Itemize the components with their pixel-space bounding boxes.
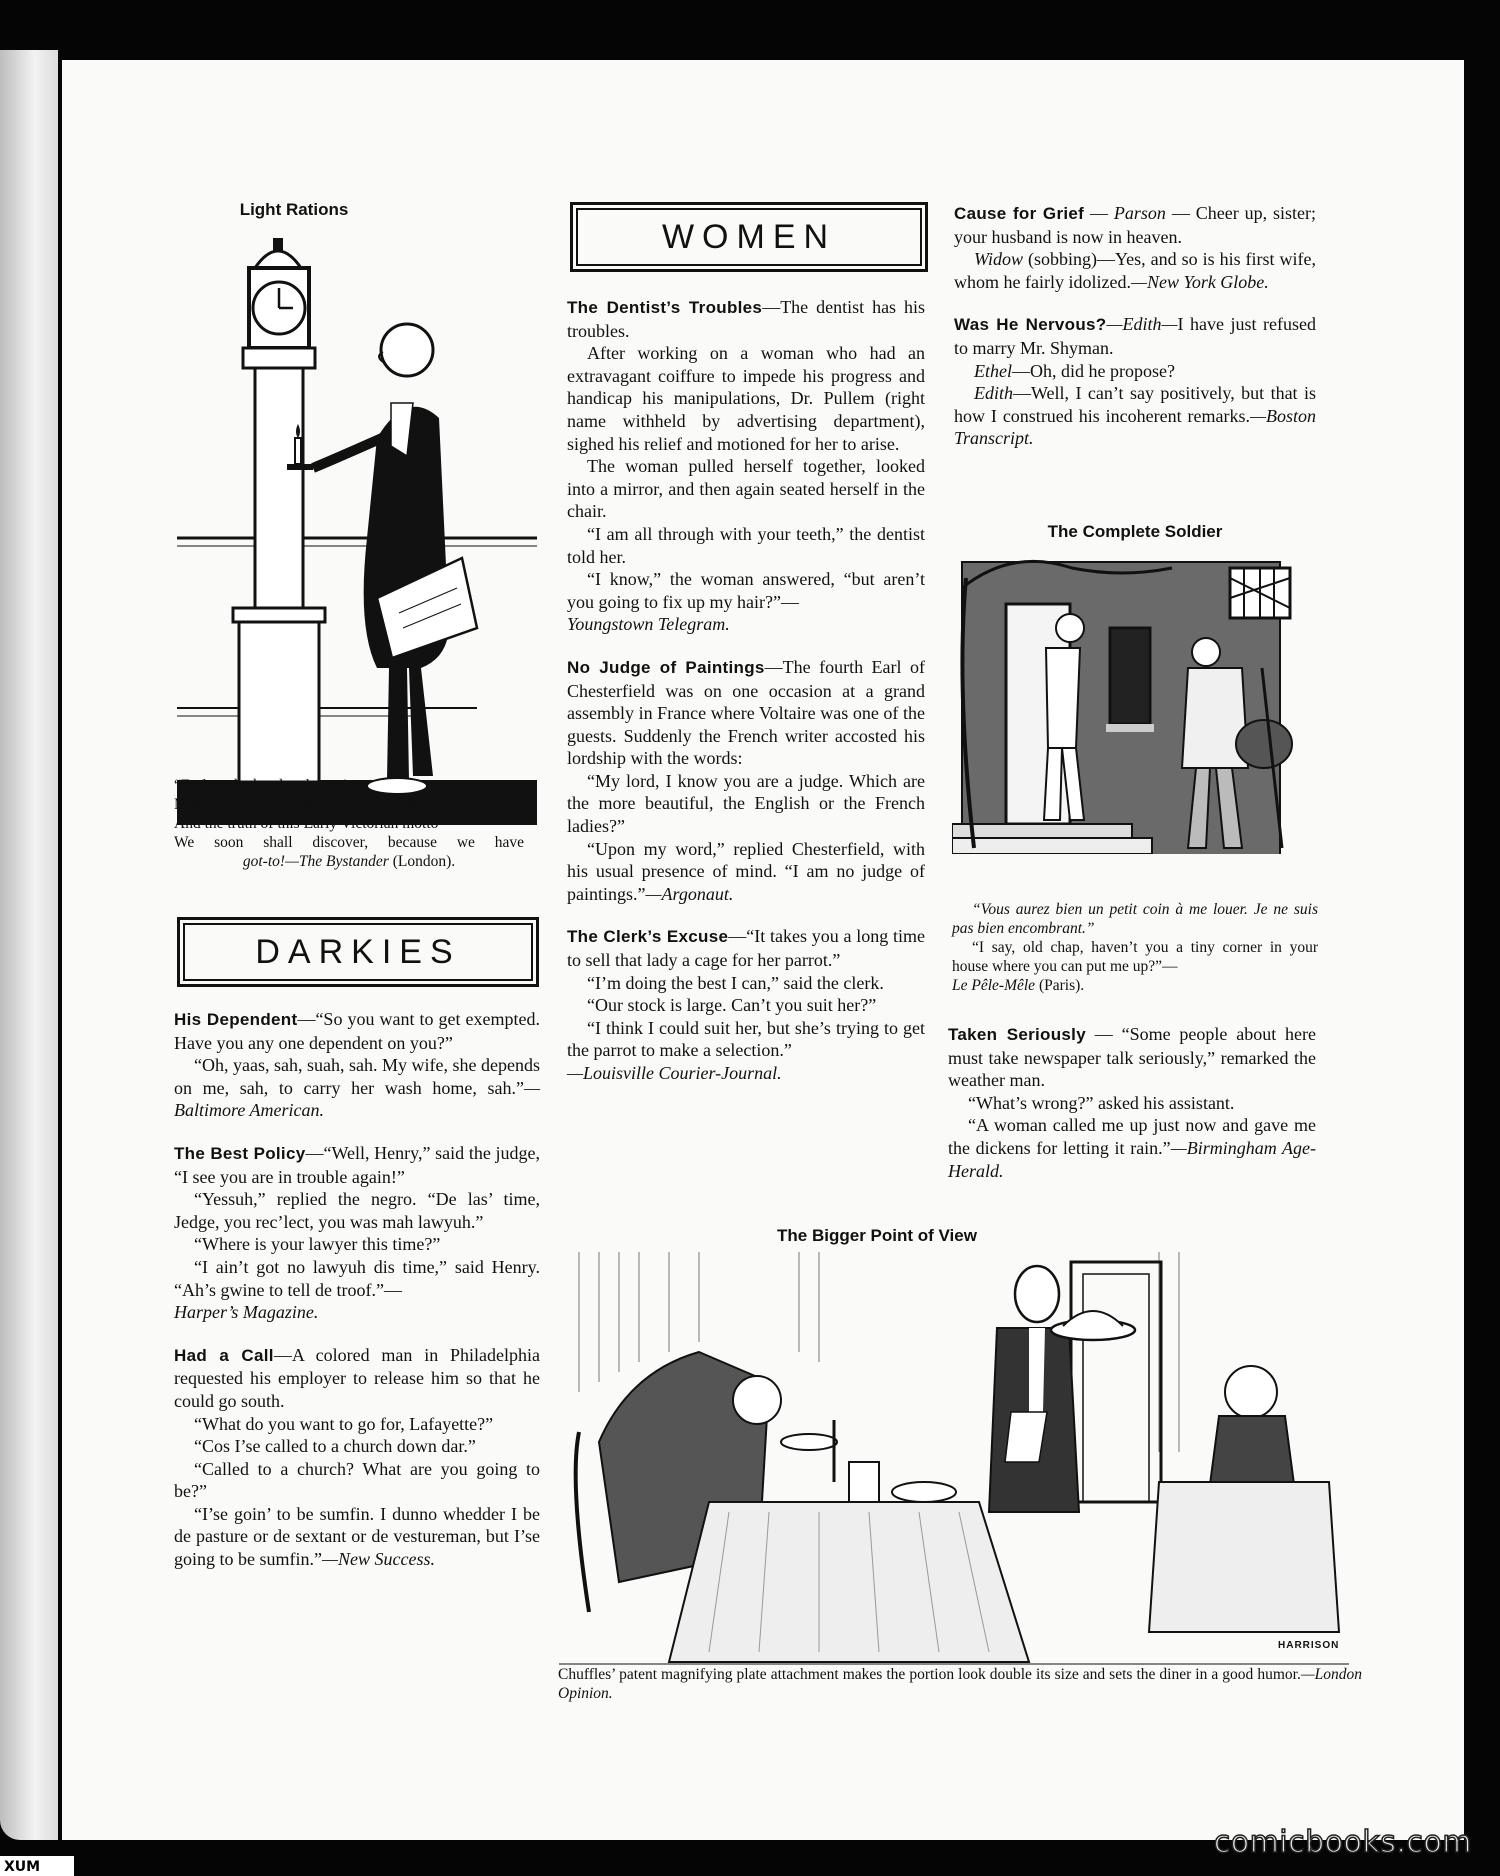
- middle-column-text: The Dentist’s Troubles—The dentist has his troubles. After working on a woman who had an extravagant coiffure to impede his progress and handicap his manipulations, Dr. Pullem (right name withheld by advertising department), sighed his relief and motioned for her to arise. The woman pulled herself together, looked into a mirror, and then again seated herself in the chair. “I am all through with your teeth,” the dentist told her. “I know,” the woman answered, “but aren’t you going to fix up my hair?”— Youngstown Telegram. No Judge of Paintings—The fourth Earl of Chesterfield was on one occasion at a grand assembly in France where Voltaire was one of the guests. Suddenly the French writer accosted his lordship with the words: “My lord, I know you are a judge. Which are the more beautiful, the English or the French ladies?” “Upon my word,” replied Chesterfield, with his usual presence of mind. “I am no judge of paintings.”—Argonaut. The Clerk’s Excuse—“It takes you a long time to sell that lady a cage for her parrot.” “I’m doing the best I can,” said the clerk. “Our stock is large. Can’t you suit her?” “I think I could suit her, but she’s trying to get the parrot to make a selection.” —Louisville Courier-Journal.: [567, 297, 926, 1083]
- joke-source: —Louisville Courier-Journal.: [567, 1063, 782, 1083]
- bigger-point-cartoon: [559, 1252, 1349, 1676]
- cartoon-title-complete-soldier: The Complete Soldier: [1047, 522, 1223, 541]
- joke-source: Harper’s Magazine.: [174, 1302, 319, 1323]
- left-column-text: His Dependent—“So you want to get exempted. Have you any one dependent on you?” “Oh, yaas, sah, suah, sah. My wife, she depends on me, sah, to carry her wash home, sah.”—Baltimore American. The Best Policy—“Well, Henry,” said the judge, “I see you are in trouble again!” “Yessuh,” replied the negro. “De las’ time, Jedge, you rec’lect, you was mah lawyuh.” “Where is your lawyer this time?” “I ain’t got no lawyuh dis time,” said Henry. “Ah’s gwine to tell de troof.”— Harper’s Magazine. Had a Call—A colored man in Philadelphia requested his employer to release him so that he could go south. “What do you want to go for, Lafayette?” “Cos I’se called to a church down dar.” “Called to a church? What are you going to be?” “I’se goin’ to be sumfin. I dunno whedder I be de pasture or de sextant or de vestureman, but I’se going to be sumfin.”—New Success.: [174, 1009, 540, 1570]
- complete-soldier-caption: [952, 900, 1318, 995]
- corner-tag: XUM: [0, 1856, 74, 1876]
- joke-title: No Judge of Paintings: [567, 657, 765, 677]
- caption-source: —London Opinion.: [558, 1666, 1362, 1702]
- section-header-darkies: DARKIES: [177, 917, 539, 987]
- caption-source: Le Pêle-Mêle: [952, 977, 1036, 994]
- right-column-text-bottom: Taken Seriously — “Some people about here must take newspaper talk seriously,” remarked the weather man. “What’s wrong?” asked his assistant. “A woman called me up just now and gave me the dickens for letting it rain.”—Birmingham Age-Herald.: [948, 1024, 1316, 1181]
- complete-soldier-cartoon: [952, 548, 1314, 893]
- joke-title: His Dependent: [174, 1010, 298, 1029]
- joke-title: Was He Nervous?: [954, 315, 1107, 335]
- joke-title: The Clerk’s Excuse: [567, 927, 729, 947]
- joke-title: Cause for Grief: [954, 204, 1085, 223]
- joke-source: —New York Globe.: [1130, 271, 1269, 292]
- previous-page-edge: [0, 50, 58, 1840]
- joke-cause-for-grief: Cause for Grief — Parson — Cheer up, sister; your husband is now in heaven.: [954, 203, 1316, 247]
- joke-source: —Baltimore American.: [174, 1077, 540, 1121]
- joke-title: Had a Call: [174, 1345, 274, 1365]
- caption-source-tail: (Paris).: [1038, 977, 1085, 994]
- joke-source: —Boston Transcript.: [954, 405, 1316, 449]
- joke-source: —New Success.: [321, 1549, 435, 1570]
- joke-taken-seriously: Taken Seriously — “Some people about here must take newspaper talk seriously,” remarked the weather man.: [948, 1024, 1316, 1091]
- joke-source: —Argonaut.: [645, 883, 734, 904]
- joke-clerks-excuse: The Clerk’s Excuse—“It takes you a long time to sell that lady a cage for her parrot.”: [567, 926, 925, 971]
- poem-end: got-to!: [242, 853, 286, 870]
- poem-source: —The Bystander: [285, 853, 389, 870]
- caption-french: “Vous aurez bien un petit coin à me louer. Je ne suis pas bien encombrant.”: [952, 901, 1318, 937]
- poem-line-5: [174, 852, 524, 871]
- bigger-point-caption: [558, 1665, 1362, 1703]
- cartoon-title-light-rations: Light Rations: [239, 200, 349, 219]
- joke-source: —Birmingham Age-Herald.: [948, 1137, 1316, 1181]
- caption-text: Chuffles’ patent magnifying plate attachment makes the portion look double its size and sets the diner in a good humor.: [558, 1666, 1301, 1683]
- joke-title: Taken Seriously: [948, 1025, 1086, 1044]
- joke-source: Youngstown Telegram.: [567, 614, 730, 635]
- joke-title: The Best Policy: [174, 1143, 306, 1163]
- section-header-women: WOMEN: [570, 202, 928, 272]
- joke-had-a-call: Had a Call—A colored man in Philadelphia requested his employer to release him so that he could go south.: [174, 1344, 540, 1411]
- joke-was-he-nervous: Was He Nervous?—Edith—I have just refused to marry Mr. Shyman.: [954, 314, 1317, 358]
- poem-line-4: We soon shall discover, because we have: [174, 834, 524, 851]
- poem-line-3: And the truth of this Early Victorian motto: [174, 815, 439, 832]
- joke-judge-of-paintings: No Judge of Paintings—The fourth Earl of Chesterfield was on one occasion at a grand assembly in France where Voltaire was one of the guests. Suddenly the French writer accosted his lordship with the words:: [567, 656, 926, 769]
- joke-best-policy: The Best Policy—“Well, Henry,” said the judge, “I see you are in trouble again!”: [174, 1142, 540, 1187]
- light-rations-caption: [174, 776, 524, 871]
- magazine-page: [62, 60, 1464, 1840]
- poem-line-1: “Early to bed and early to rise: [174, 777, 360, 794]
- artist-signature: HARRISON: [1278, 1640, 1340, 1651]
- joke-title: The Dentist’s Troubles: [567, 298, 763, 317]
- poem-source-tail: (London).: [392, 853, 456, 870]
- caption-english: “I say, old chap, haven’t you a tiny corner in your house where you can put me up?”—: [952, 939, 1318, 975]
- joke-his-dependent: His Dependent—“So you want to get exempted. Have you any one dependent on you?”: [174, 1009, 540, 1053]
- poem-line-2: Makes a man healthy, and wealthy, and wise”:: [174, 796, 524, 813]
- right-column-text-top: Cause for Grief — Parson — Cheer up, sister; your husband is now in heaven. Widow (sobbing)—Yes, and so is his first wife, whom he fairly idolized.—New York Globe. Was He Nervous?—Edith—I have just refused to marry Mr. Shyman. Ethel—Oh, did he propose? Edith—Well, I can’t say positively, but that is how I construed his incoherent remarks.—Boston Transcript.: [954, 203, 1317, 449]
- cartoon-title-bigger-point: The Bigger Point of View: [777, 1226, 977, 1245]
- comicbooks-watermark: comicbooks.com: [1213, 1825, 1472, 1860]
- joke-dentist: The Dentist’s Troubles—The dentist has his troubles.: [567, 297, 926, 341]
- light-rations-cartoon: [177, 228, 537, 838]
